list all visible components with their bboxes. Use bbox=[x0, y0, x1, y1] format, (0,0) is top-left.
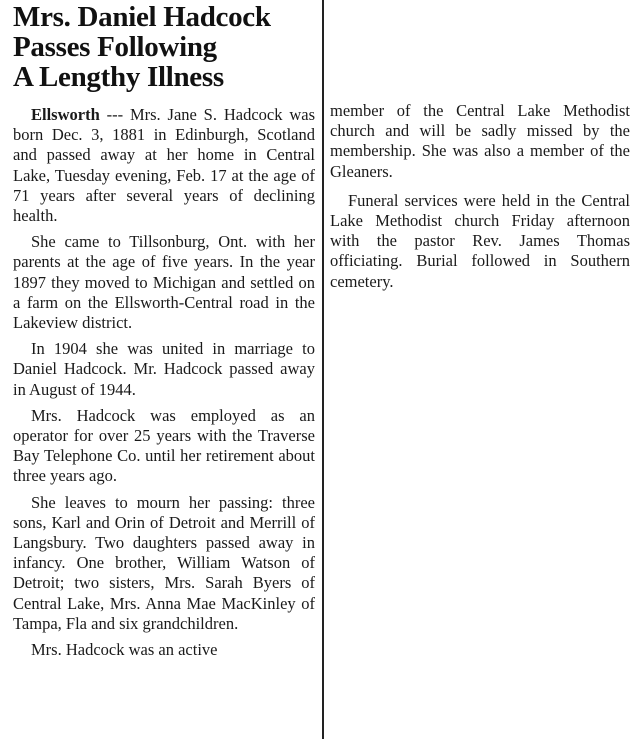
right-column bbox=[330, 0, 630, 301]
paragraph-3: In 1904 she was united in marriage to Daniel Hadcock. Mr. Hadcock passed away in August of 1944. bbox=[13, 339, 315, 399]
column-divider bbox=[322, 0, 324, 739]
paragraph-6: Mrs. Hadcock was an active bbox=[31, 640, 218, 660]
dateline-separator: --- bbox=[99, 105, 130, 124]
paragraph-1 bbox=[13, 105, 315, 226]
article-body-right bbox=[330, 101, 630, 292]
paragraph-1-text: Mrs. Jane S. Hadcock was born Dec. 3, 1881 in Edinburgh, Scotland and passed away at her home in Central Lake, Tuesday evening, Feb. 17 at the age of 71 years after several years of declining health. bbox=[13, 105, 315, 226]
headline-line-1: Mrs. Daniel Hadcock bbox=[13, 1, 271, 33]
paragraph-7: member of the Central Lake Methodist church and will be sadly missed by the membership. She was also a member of the Gleaners. bbox=[330, 101, 630, 181]
paragraph-2: She came to Tillsonburg, Ont. with her parents at the age of five years. In the year 1897 they moved to Michigan and settled on a farm on the Ellsworth-Central road in the Lakeview district. bbox=[13, 232, 315, 333]
left-column bbox=[13, 0, 315, 739]
headline bbox=[13, 0, 315, 92]
headline-line-2: Passes Following bbox=[13, 31, 217, 63]
article-body-left bbox=[13, 105, 315, 660]
headline-line-3: A Lengthy Illness bbox=[13, 61, 224, 93]
dateline: Ellsworth bbox=[31, 105, 100, 124]
paragraph-5: She leaves to mourn her passing: three sons, Karl and Orin of Detroit and Merrill of Langsbury. Two daughters passed away in infancy. One brother, William Watson of Detroit; two sisters, Mrs. Sarah Byers of Central Lake, Mrs. Anna Mae MacKinley of Tampa, Fla and six grandchildren. bbox=[13, 492, 315, 633]
paragraph-4: Mrs. Hadcock was employed as an operator for over 25 years with the Traverse Bay Telephone Co. until her retirement about three years ago. bbox=[13, 405, 315, 486]
paragraph-8: Funeral services were held in the Central Lake Methodist church Friday afternoon with the pastor Rev. James Thomas officiating. Burial followed in Southern cemetery. bbox=[330, 190, 630, 291]
